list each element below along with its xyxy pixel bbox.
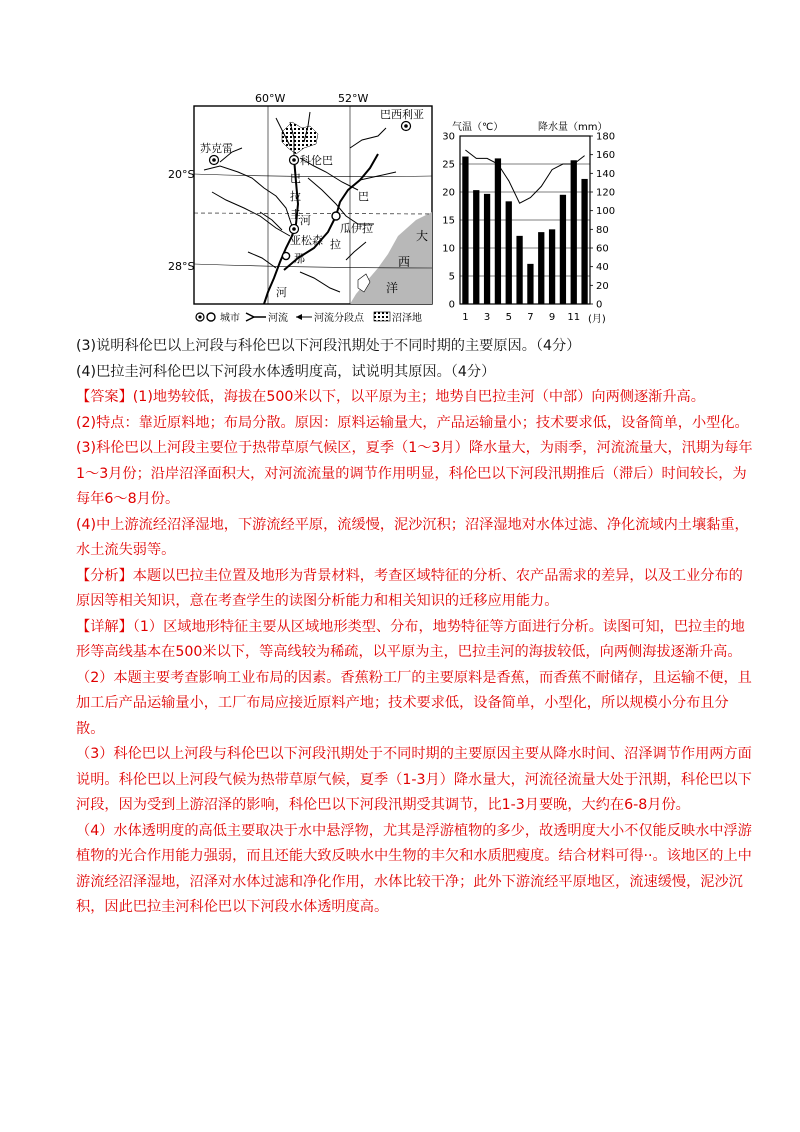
precip-tick-label: 100: [596, 206, 616, 218]
precip-bar: [571, 160, 577, 304]
precip-tick-label: 160: [596, 150, 616, 162]
lon-label-52: 52°W: [338, 92, 369, 105]
detail-paragraph-4: （4）水体透明度的高低主要取决于水中悬浮物，尤其是浮游植物的多少，故透明度大小不仅能反映水中浮游植物的光合作用能力强弱，而且还能大致反映水中生物的丰欠和水质肥瘦度。结合材料可得··。该地区的上中游流经沼泽湿地，沼泽对水体过滤和净化作用，水体比较干净；此外下游流经平原地区，流速缓慢，泥沙沉积，因此巴拉圭河科伦巴以下河段水体透明度高。: [76, 822, 752, 915]
precip-bar: [560, 195, 566, 304]
month-tick-label: 9: [548, 312, 556, 323]
point-lower: [282, 252, 289, 259]
lat-label-20: 20°S: [168, 168, 195, 181]
legend-swamp: 沼泽地: [392, 313, 422, 324]
temperature-tick-label: 5: [448, 271, 455, 283]
precip-bar: [581, 179, 587, 304]
precip-bar: [527, 264, 533, 304]
answer-3: (3)科伦巴以上河段主要位于热带草原气候区，夏季（1～3月）降水量大，为雨季，河流流量大，汛期为每年1～3月份；沿岸沼泽面积大，对河流流量的调节作用明显，科伦巴以下河段汛期推后（滞后）时间较长，为每年6～8月份。: [76, 440, 753, 507]
precip-bar: [462, 157, 468, 304]
city-sucre: [210, 156, 219, 165]
legend-segment: 河流分段点: [314, 313, 364, 324]
answer-4: (4)中上游流经沼泽湿地，下游流经平原，流缓慢，泥沙沉积；沼泽湿地对水体过滤、净化流域内土壤黏重，水土流失弱等。: [76, 516, 749, 558]
label-he: 河: [276, 286, 287, 299]
precip-bar: [506, 201, 512, 304]
lon-label-60: 60°W: [255, 92, 286, 105]
month-tick-label: 3: [483, 312, 491, 323]
question-3: (3)说明科伦巴以上河段与科伦巴以下河段汛期处于不同时期的主要原因。（4分）: [76, 338, 581, 354]
month-tick-label: 1: [462, 312, 469, 323]
precip-tick-label: 40: [596, 262, 609, 274]
city-brasilia: [402, 122, 411, 131]
precip-bar: [473, 190, 479, 304]
question-4: (4)巴拉圭河科伦巴以下河段水体透明度高，试说明其原因。（4分）: [76, 363, 496, 380]
label-river-3: 圭: [290, 208, 301, 221]
map: [168, 92, 432, 324]
label-river-1: 巴: [290, 172, 301, 185]
precip-bar: [484, 194, 490, 304]
detail-paragraph-1: [76, 615, 756, 666]
temperature-tick-label: 10: [442, 243, 455, 255]
answer-2: (2)特点：靠近原料地；布局分散。原因：原料运输量大，产品运输量小；技术要求低，设备简单，小型化。: [76, 414, 749, 431]
point-guaira: [332, 212, 340, 220]
label-parana-1: 巴: [358, 190, 369, 203]
right-axis-label: 降水量（mm）: [538, 122, 608, 133]
label-ocean-1: 大: [416, 229, 429, 243]
temperature-tick-label: 20: [442, 187, 455, 199]
precip-bar: [549, 229, 555, 304]
temperature-tick-label: 15: [442, 215, 455, 227]
label-brasilia: 巴西利亚: [380, 108, 424, 121]
figure: [168, 92, 616, 328]
analysis-text: 本题以巴拉圭位置及地形为背景材料，考查区域特征的分析、农产品需求的差异，以及工业分布的原因等相关知识，意在考查学生的读图分析能力和相关知识的迁移应用能力。: [76, 567, 743, 609]
month-tick-label: 5: [505, 312, 512, 323]
temperature-tick-label: 0: [448, 299, 455, 311]
climate-chart: [442, 120, 615, 325]
precip-tick-label: 80: [596, 224, 609, 236]
label-guaira: 瓜伊拉: [340, 222, 373, 235]
month-tick-label: 7: [527, 312, 534, 323]
precip-tick-label: 180: [596, 131, 616, 143]
answer-1: (1)地势较低，海拔在500米以下，以平原为主；地势自巴拉圭河（中部）向两侧逐渐升高。: [132, 389, 705, 405]
left-axis-label: 气温（℃）: [452, 122, 504, 133]
detail-paragraph-2: （2）本题主要考查影响工业布局的因素。香蕉粉工厂的主要原料是香蕉，而香蕉不耐储存，且运输不便，且加工后产品运输量小，工厂布局应接近原料产地；技术要求低，设备简单，小型化，所以规模小分布且分散。: [76, 669, 752, 737]
lat-label-28: 28°S: [168, 260, 195, 273]
temperature-tick-label: 30: [442, 131, 455, 143]
analysis-paragraph: [76, 564, 756, 615]
detail-text-1: （1）区域地形特征主要从区域地形类型、分布，地势特征等方面进行分析。读图可知，巴拉圭的地形等高线基本在500米以下，等高线较为稀疏，以平原为主，巴拉圭河的海拔较低，向两侧海拔逐渐升高。: [76, 618, 745, 660]
text-body: [76, 334, 756, 921]
city-asuncion: [290, 225, 299, 234]
precip-tick-label: 140: [596, 168, 616, 180]
precip-bar: [495, 158, 501, 304]
legend-city: 城市: [220, 313, 240, 324]
label-parana-2: 拉: [330, 238, 341, 251]
answer-tag: 【答案】: [76, 389, 133, 405]
label-colonbar: 科伦巴: [300, 154, 333, 167]
chart-plot: [442, 132, 615, 324]
precip-bar: [516, 236, 522, 304]
precip-tick-label: 120: [596, 187, 616, 199]
precip-tick-label: 60: [596, 243, 609, 255]
detail-paragraph-3: （3）科伦巴以上河段与科伦巴以下河段汛期处于不同时期的主要原因主要从降水时间、沼泽调节作用两方面说明。科伦巴以上河段气候为热带草原气候，夏季（1-3月）降水量大，河流径流量大处于汛期，科伦巴以下河段，因为受到上游沼泽的影响，科伦巴以下河段汛期受其调节，比1-3月要晚，大约在6-8月份。: [76, 746, 752, 813]
label-na: 那: [294, 252, 305, 265]
detail-tag: 【详解】: [76, 618, 133, 635]
label-river-2: 拉: [290, 190, 301, 203]
temperature-tick-label: 25: [442, 159, 455, 171]
label-asuncion: 亚松森: [290, 234, 323, 247]
label-sucre: 苏克雷: [200, 142, 233, 155]
label-ocean-3: 洋: [386, 281, 399, 295]
month-tick-label: 11: [567, 312, 581, 323]
city-colonbar: [290, 156, 299, 165]
month-unit-label: (月): [588, 314, 606, 325]
precip-tick-label: 0: [596, 299, 603, 311]
precip-tick-label: 20: [596, 280, 609, 292]
precip-bar: [538, 232, 544, 304]
analysis-tag: 【分析】: [76, 567, 133, 584]
label-river-4: 河: [300, 214, 311, 227]
legend-river: 河流: [268, 313, 288, 324]
label-ocean-2: 西: [398, 255, 411, 269]
map-legend: [196, 311, 422, 324]
answer-line-1: [76, 385, 756, 411]
